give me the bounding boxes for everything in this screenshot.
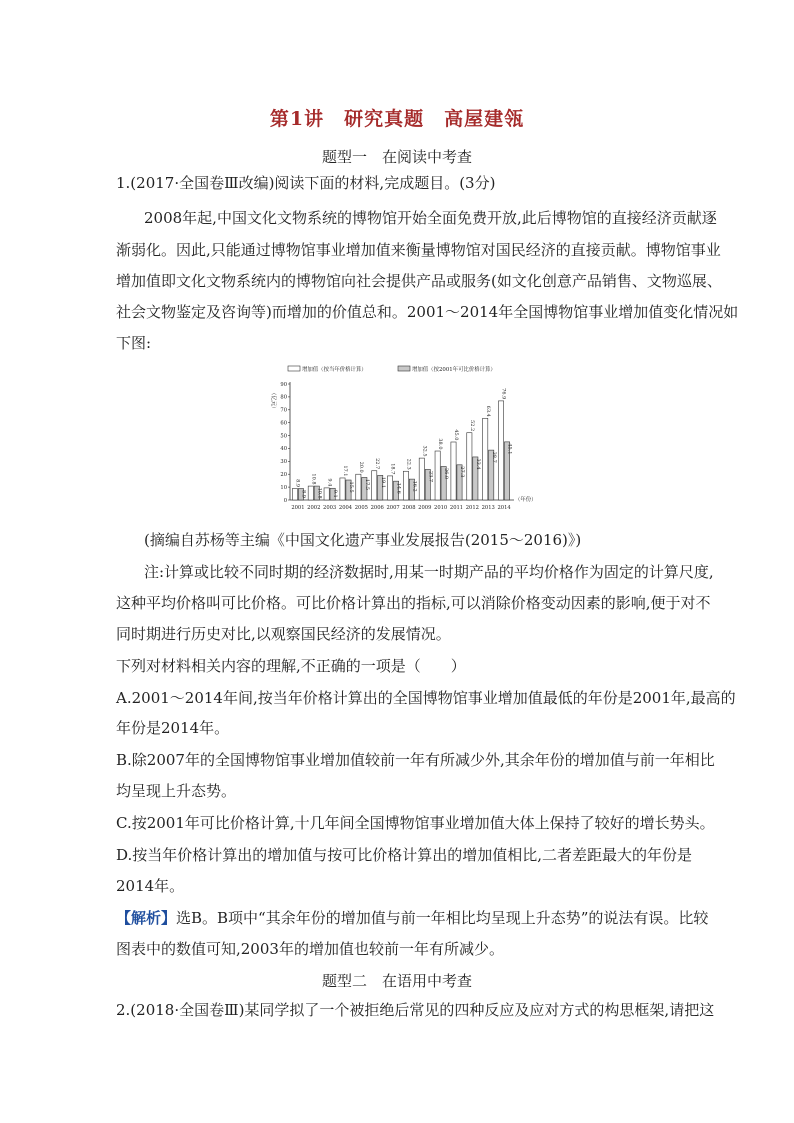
x-tick-label: 2012 — [465, 505, 479, 511]
analysis-line — [116, 908, 709, 928]
y-tick-label: 0 — [283, 497, 287, 504]
bar-label-comparable: 9.1 — [332, 489, 339, 498]
legend-swatch — [398, 366, 410, 371]
bar-current-2001 — [292, 489, 297, 500]
bar-current-2007 — [387, 476, 392, 500]
lesson-title: 第1讲 研究真题 高屋建瓴 — [269, 108, 525, 130]
x-tick-label: 2001 — [291, 505, 305, 511]
bar-label-current: 17.1 — [342, 465, 349, 477]
bar-label-current: 22.3 — [405, 458, 412, 470]
bar-label-comparable: 8.9 — [300, 490, 307, 498]
question-1-header: 1.(2017·全国卷Ⅲ改编)阅读下面的材料,完成题目。(3分) — [116, 174, 496, 192]
bar-current-2012 — [467, 433, 472, 500]
passage-line: 增加值即文化文物系统内的博物馆向社会提供产品或服务(如文化创意产品销售、文物巡展、 — [116, 272, 722, 290]
y-axis-label: （亿元） — [270, 390, 276, 412]
bar-label-current: 22.7 — [373, 458, 380, 470]
option-a: A.2001～2014年间,按当年价格计算出的全国博物馆事业增加值最低的年份是2001年,最高的 — [116, 689, 736, 707]
chart-legend — [288, 365, 496, 373]
bar-label-current: 76.9 — [500, 388, 507, 400]
question-2-header: 2.(2018·全国卷Ⅲ)某同学拟了一个被拒绝后常见的四种反应及应对方式的构思框架,请把这 — [116, 1001, 715, 1019]
bar-label-current: 45.0 — [453, 429, 460, 441]
section-heading-2: 题型二 在语用中考查 — [321, 972, 472, 990]
bar-label-comparable: 17.5 — [363, 478, 370, 491]
x-tick-label: 2002 — [307, 505, 321, 511]
bar-current-2004 — [340, 478, 345, 500]
x-tick-label: 2007 — [386, 505, 400, 511]
option-d-cont: 2014年。 — [116, 877, 185, 895]
y-tick-label: 90 — [280, 381, 287, 388]
analysis-tag: 【解析】 — [116, 909, 177, 927]
y-tick-label: 10 — [280, 484, 287, 491]
source-citation: (摘编自苏杨等主编《中国文化遗产事业发展报告(2015～2016)》) — [144, 531, 582, 549]
bar-current-2005 — [356, 474, 361, 500]
museum-value-bar-chart — [262, 360, 540, 520]
bar-label-current: 20.0 — [357, 461, 364, 473]
bar-current-2006 — [372, 471, 377, 500]
bar-label-comparable: 23.7 — [427, 470, 434, 483]
passage-line: 2008年起,中国文化文物系统的博物馆开始全面免费开放,此后博物馆的直接经济贡献逐 — [144, 209, 717, 227]
passage-line: 社会文物鉴定及咨询等)而增加的价值总和。2001～2014年全国博物馆事业增加值变化情况如 — [116, 303, 739, 321]
bar-current-2008 — [403, 471, 408, 500]
x-axis-label: （年份） — [515, 497, 537, 503]
y-tick-label: 50 — [280, 433, 287, 440]
bar-label-current: 10.8 — [310, 473, 317, 485]
option-b-cont: 均呈现上升态势。 — [116, 782, 237, 800]
y-tick-label: 80 — [280, 394, 287, 401]
bar-label-comparable: 19.1 — [379, 476, 386, 489]
bar-label-comparable: 16.2 — [411, 480, 418, 492]
bar-label-current: 38.0 — [437, 438, 444, 450]
passage-line: 渐弱化。因此,只能通过博物馆事业增加值来衡量博物馆对国民经济的直接贡献。博物馆事业 — [116, 241, 721, 259]
bar-current-2013 — [483, 418, 488, 500]
bar-current-2009 — [419, 458, 424, 500]
note-line: 同时期进行历史对比,以观察国民经济的发展情况。 — [116, 625, 451, 643]
bar-label-comparable: 15.5 — [348, 481, 355, 493]
question-stem: 下列对材料相关内容的理解,不正确的一项是（ ） — [116, 657, 466, 675]
option-b: B.除2007年的全国博物馆事业增加值较前一年有所减少外,其余年份的增加值与前一年相比 — [116, 751, 715, 769]
passage-line: 下图: — [116, 334, 152, 352]
bar-current-2010 — [435, 451, 440, 500]
option-c: C.按2001年可比价格计算,十几年间全国博物馆事业增加值大体上保持了较好的增长势头。 — [116, 814, 715, 832]
bar-label-current: 8.9 — [294, 479, 301, 488]
bar-label-comparable: 27.3 — [459, 466, 466, 478]
bar-label-comparable: 33.4 — [474, 458, 481, 470]
bar-label-comparable: 14.6 — [395, 482, 402, 494]
analysis-text: 选B。B项中“其余年份的增加值与前一年相比均呈现上升态势”的说法有误。比较 — [176, 909, 709, 927]
bar-label-current: 9.4 — [326, 478, 333, 487]
y-tick-label: 60 — [280, 420, 287, 427]
section-heading-1: 题型一 在阅读中考查 — [321, 148, 472, 166]
bar-label-current: 32.5 — [421, 445, 428, 457]
bar-label-current: 63.4 — [484, 405, 491, 417]
y-tick-label: 20 — [280, 472, 287, 479]
x-tick-label: 2005 — [354, 505, 368, 511]
option-a-cont: 年份是2014年。 — [116, 719, 230, 737]
x-tick-label: 2011 — [449, 505, 464, 511]
y-tick-label: 30 — [280, 459, 287, 466]
bar-label-comparable: 38.7 — [490, 451, 497, 463]
note-line: 注:计算或比较不同时期的经济数据时,用某一时期产品的平均价格作为固定的计算尺度, — [144, 563, 714, 581]
note-line: 这种平均价格叫可比价格。可比价格计算出的指标,可以消除价格变动因素的影响,便于对不 — [116, 594, 711, 612]
bar-label-comparable: 26.0 — [443, 467, 450, 480]
bar-label-current: 52.2 — [468, 420, 475, 432]
x-tick-label: 2004 — [338, 505, 353, 511]
bar-current-2003 — [324, 488, 329, 500]
y-tick-label: 70 — [280, 407, 287, 414]
legend-label: 增加值（按2001年可比价格计算） — [412, 367, 496, 373]
bar-current-2002 — [308, 486, 313, 500]
x-tick-label: 2006 — [370, 505, 384, 511]
bar-label-current: 18.7 — [389, 463, 396, 475]
x-tick-label: 2003 — [323, 505, 337, 511]
x-tick-label: 2013 — [481, 505, 495, 511]
x-tick-label: 2014 — [497, 505, 511, 511]
legend-label: 增加值（按当年价格计算） — [302, 367, 367, 373]
analysis-line: 图表中的数值可知,2003年的增加值也较前一年有所减少。 — [116, 940, 504, 958]
option-d: D.按当年价格计算出的增加值与按可比价格计算出的增加值相比,二者差距最大的年份是 — [116, 846, 693, 864]
legend-swatch — [288, 366, 300, 371]
bar-current-2014 — [498, 401, 503, 500]
bar-current-2011 — [451, 442, 456, 500]
bar-label-comparable: 10.8 — [316, 487, 323, 499]
x-tick-label: 2008 — [402, 505, 416, 511]
bar-label-comparable: 45.1 — [506, 443, 513, 455]
y-tick-label: 40 — [280, 446, 287, 453]
x-tick-label: 2009 — [418, 505, 432, 511]
x-tick-label: 2010 — [434, 505, 448, 511]
